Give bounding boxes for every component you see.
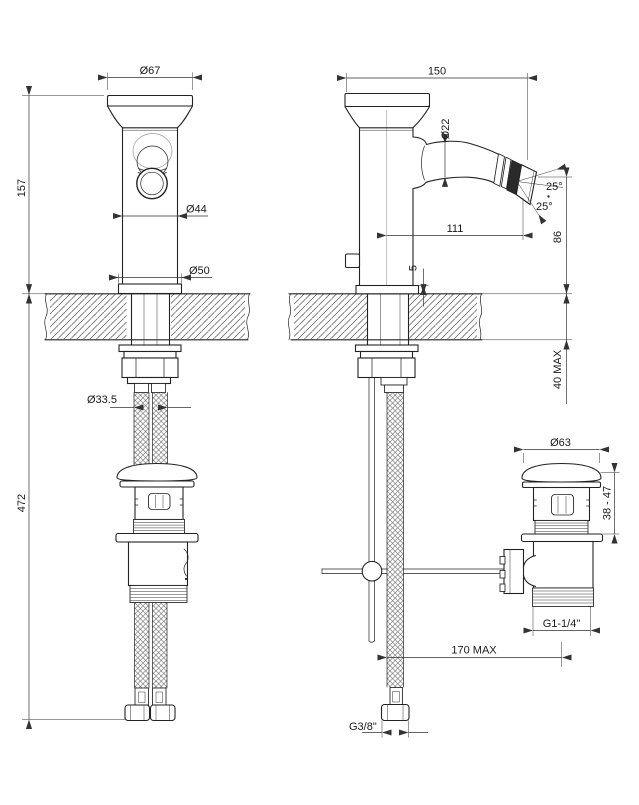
dim-label-body-dia: Ø44 <box>186 203 207 216</box>
dim-label-cap-dia: Ø63 <box>550 437 571 449</box>
dim-label-outlet-height: 86 <box>552 230 564 244</box>
front-hoses-upper <box>134 393 168 467</box>
front-faucet-head <box>108 96 193 294</box>
front-hoses-lower <box>125 603 175 721</box>
dim-label-base-dia: Ø50 <box>189 265 210 277</box>
front-view <box>16 65 250 721</box>
dim-label-reach: 111 <box>446 223 464 235</box>
dim-label-base-plate: 5 <box>407 264 420 272</box>
dim-label-deck-thickness: 40 MAX <box>552 349 564 390</box>
dim-label-height-above-deck: 157 <box>16 178 28 198</box>
side-popup-waste <box>500 437 620 636</box>
dim-label-angle-lower: 25° <box>536 201 553 213</box>
side-deck-section <box>288 294 572 340</box>
side-popup-rod <box>322 378 504 643</box>
front-popup-waste <box>116 464 198 603</box>
dim-label-outlet-thread: G1-1/4" <box>542 618 581 630</box>
front-deck-section <box>45 294 250 340</box>
dim-label-hose-thread: G3/8" <box>349 721 377 733</box>
dim-label-height-range: 38 - 47 <box>601 485 614 521</box>
dim-label-drain-offset: 170 MAX <box>451 644 497 657</box>
side-castellated-nut <box>500 550 524 594</box>
front-handle-knob <box>133 134 172 199</box>
side-view <box>288 66 619 738</box>
side-dimensions <box>347 66 573 738</box>
front-dimensions <box>16 65 212 720</box>
side-faucet-head <box>345 94 563 294</box>
side-hose <box>382 393 410 721</box>
dim-label-spout-dia: Ø22 <box>440 118 452 140</box>
dim-label-overall-height: 472 <box>16 493 28 513</box>
dim-label-flange-dia: Ø67 <box>139 65 161 77</box>
dim-label-shank-dia: Ø33.5 <box>87 394 117 406</box>
side-spout <box>413 137 537 205</box>
dim-label-angle-upper: 25° <box>546 181 563 193</box>
dim-label-depth: 150 <box>427 65 447 78</box>
